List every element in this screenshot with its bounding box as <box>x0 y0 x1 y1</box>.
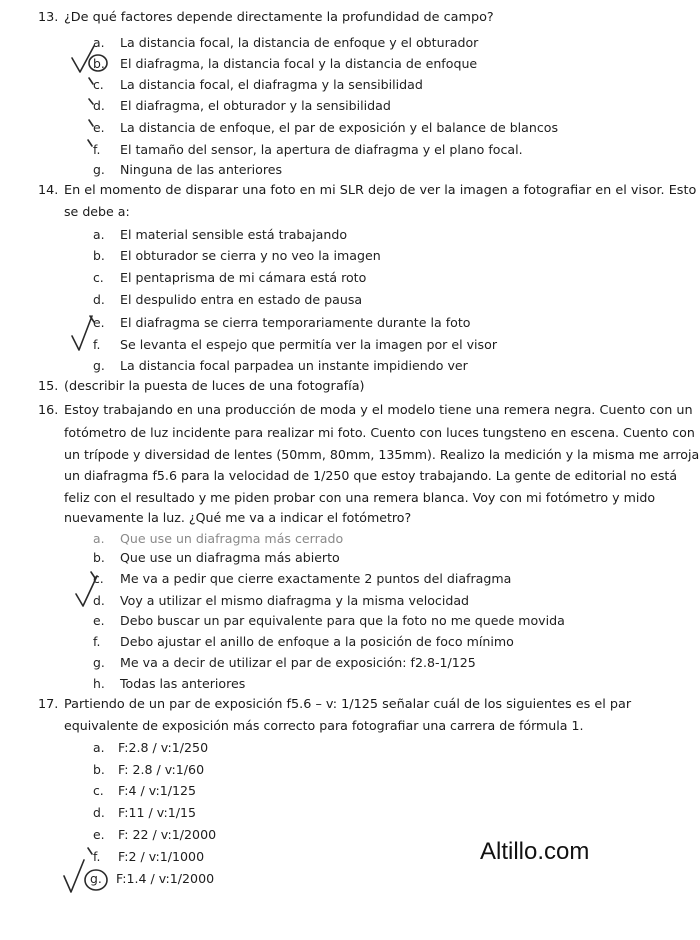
q17-option-a-letter: a. <box>93 740 105 755</box>
q14-option-a-text: El material sensible está trabajando <box>120 227 348 242</box>
q17-option-f-letter: f. <box>93 849 101 864</box>
question-15-text: (describir la puesta de luces de una fotografía) <box>64 379 365 394</box>
q16-option-c-letter: c. <box>93 571 104 586</box>
question-14-line-1: En el momento de disparar una foto en mi SLR dejo de ver la imagen a fotografiar en el visor. Esto <box>64 183 697 198</box>
q13-option-c-text: La distancia focal, el diafragma y la sensibilidad <box>120 77 423 92</box>
q16-option-d-letter: d. <box>93 593 105 608</box>
altillo-watermark: Altillo.com <box>480 838 590 865</box>
question-17-line-2: equivalente de exposición más correcto para fotografiar una carrera de fórmula 1. <box>64 718 584 733</box>
q16-option-b-text: Que use un diafragma más abierto <box>120 550 340 565</box>
q13-option-e-text: La distancia de enfoque, el par de exposición y el balance de blancos <box>120 120 559 135</box>
q16-option-f-text: Debo ajustar el anillo de enfoque a la posición de foco mínimo <box>120 634 514 649</box>
question-16-line-1: Estoy trabajando en una producción de moda y el modelo tiene una remera negra. Cuento con un <box>64 403 693 418</box>
q16-option-a-letter: a. <box>93 531 105 546</box>
q14-option-e-text: El diafragma se cierra temporariamente durante la foto <box>120 315 471 330</box>
q14-option-c-letter: c. <box>93 270 104 285</box>
q16-option-c-text: Me va a pedir que cierre exactamente 2 puntos del diafragma <box>120 571 512 586</box>
q17-option-e-text: F: 22 / v:1/2000 <box>118 827 217 842</box>
q14-option-b-letter: b. <box>93 248 105 263</box>
q16-option-h-text: Todas las anteriores <box>120 676 246 691</box>
check-mark-icon <box>72 316 92 350</box>
q16-option-e-text: Debo buscar un par equivalente para que la foto no me quede movida <box>120 613 565 628</box>
q13-option-f-text: El tamaño del sensor, la apertura de diafragma y el plano focal. <box>120 142 523 157</box>
tick-mark-icon <box>88 140 92 146</box>
q13-option-e-letter: e. <box>93 120 105 135</box>
q14-option-b-text: El obturador se cierra y no veo la imagen <box>120 248 381 263</box>
question-15-number: 15. <box>38 379 59 394</box>
q13-option-a-letter: a. <box>93 35 105 50</box>
q17-option-b-text: F: 2.8 / v:1/60 <box>118 762 205 777</box>
tick-mark-icon <box>88 848 92 854</box>
q17-option-b-letter: b. <box>93 762 105 777</box>
question-16-line-2: fotómetro de luz incidente para realizar mi foto. Cuento con luces tungsteno en escena. Cuento con <box>64 425 695 440</box>
q14-option-f-letter: f. <box>93 337 101 352</box>
question-17-line-1: Partiendo de un par de exposición f5.6 – v: 1/125 señalar cuál de los siguientes es el par <box>64 697 632 712</box>
q17-option-g-text: F:1.4 / v:1/2000 <box>116 871 215 886</box>
q13-option-b-letter: b. <box>93 56 105 71</box>
q14-option-d-text: El despulido entra en estado de pausa <box>120 292 363 307</box>
q17-option-e-letter: e. <box>93 827 105 842</box>
q14-option-g-text: La distancia focal parpadea un instante impidiendo ver <box>120 358 468 373</box>
question-16-line-3: un trípode y diversidad de lentes (50mm, 80mm, 135mm). Realizo la medición y la misma me arroja <box>64 447 700 462</box>
q13-option-d-text: El diafragma, el obturador y la sensibilidad <box>120 98 391 113</box>
check-mark-icon <box>64 860 84 892</box>
q17-option-d-letter: d. <box>93 805 105 820</box>
q16-option-g-text: Me va a decir de utilizar el par de exposición: f2.8-1/125 <box>120 655 476 670</box>
q14-option-d-letter: d. <box>93 292 105 307</box>
question-16-line-4: un diafragma f5.6 para la velocidad de 1/250 que estoy trabajando. La gente de editorial no está <box>64 468 678 483</box>
question-13-text: ¿De qué factores depende directamente la profundidad de campo? <box>64 10 494 25</box>
q16-option-d-text: Voy a utilizar el mismo diafragma y la misma velocidad <box>120 593 470 608</box>
q14-option-e-letter: e. <box>93 315 105 330</box>
q17-option-d-text: F:11 / v:1/15 <box>118 805 197 820</box>
q17-option-g-letter: g. <box>90 871 102 886</box>
q16-option-g-letter: g. <box>93 655 105 670</box>
check-mark-icon <box>72 46 94 72</box>
q17-option-f-text: F:2 / v:1/1000 <box>118 849 205 864</box>
q13-option-c-letter: c. <box>93 77 104 92</box>
q16-option-e-letter: e. <box>93 613 105 628</box>
q16-option-a-text: Que use un diafragma más cerrado <box>120 531 344 546</box>
q13-option-a-text: La distancia focal, la distancia de enfoque y el obturador <box>120 35 479 50</box>
q13-option-g-text: Ninguna de las anteriores <box>120 162 283 177</box>
q13-option-d-letter: d. <box>93 98 105 113</box>
q17-option-c-letter: c. <box>93 783 104 798</box>
q14-option-c-text: El pentaprisma de mi cámara está roto <box>120 270 367 285</box>
q16-option-b-letter: b. <box>93 550 105 565</box>
question-13-number: 13. <box>38 10 59 25</box>
q13-option-b-text: El diafragma, la distancia focal y la distancia de enfoque <box>120 56 478 71</box>
q13-option-f-letter: f. <box>93 142 101 157</box>
question-17-number: 17. <box>38 697 59 712</box>
q13-option-g-letter: g. <box>93 162 105 177</box>
q17-option-a-text: F:2.8 / v:1/250 <box>118 740 209 755</box>
question-14-line-2: se debe a: <box>64 204 130 219</box>
question-16-number: 16. <box>38 403 59 418</box>
q14-option-a-letter: a. <box>93 227 105 242</box>
q16-option-f-letter: f. <box>93 634 101 649</box>
question-16-line-5: feliz con el resultado y me piden probar con una remera blanca. Voy con mi fotómetro y mido <box>64 490 656 505</box>
q14-option-g-letter: g. <box>93 358 105 373</box>
q17-option-c-text: F:4 / v:1/125 <box>118 783 197 798</box>
q14-option-f-text: Se levanta el espejo que permitía ver la imagen por el visor <box>120 337 498 352</box>
question-16-line-6: nuevamente la luz. ¿Qué me va a indicar el fotómetro? <box>64 510 412 525</box>
question-14-number: 14. <box>38 183 59 198</box>
q16-option-h-letter: h. <box>93 676 105 691</box>
